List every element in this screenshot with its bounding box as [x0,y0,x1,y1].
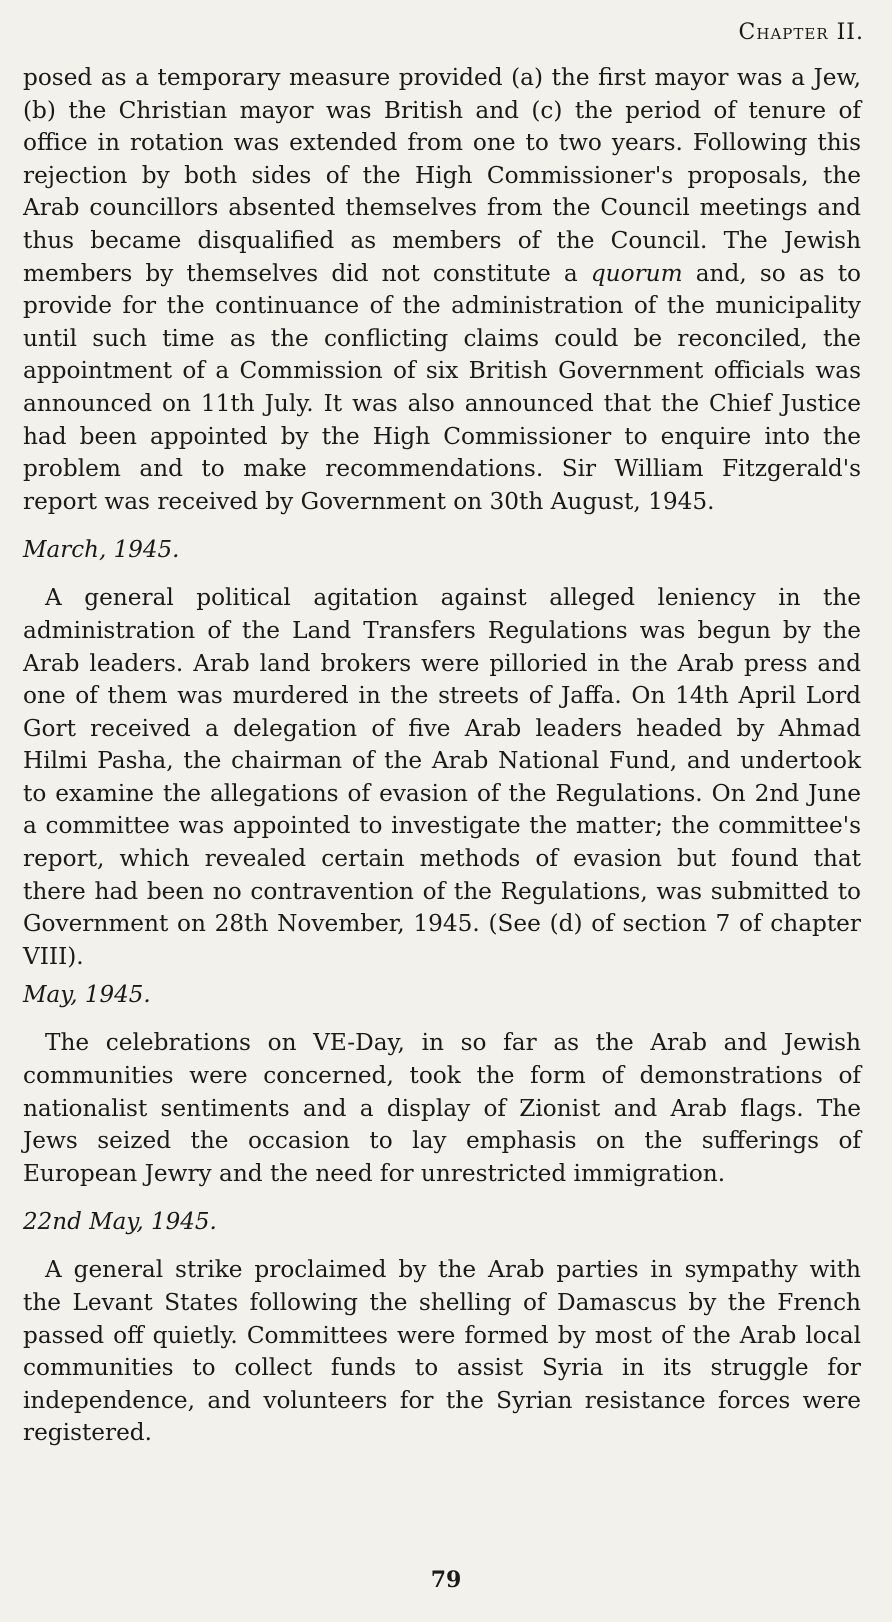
italic-term: quorum [590,259,683,287]
body-text [23,62,861,1450]
section-heading-may-1945: May, 1945. [23,982,151,1009]
paragraph-22nd-may-1945: A general strike proclaimed by the Arab parties in sympathy with the Levant States following the shelling of Damascus by the French passed off quietly. Committees were formed by most of the Arab local communities to collect funds to assist Syria in its struggle for independence, and volunteers for the Syrian resistance forces were registered. [23,1256,861,1447]
paragraph-text: posed as a temporary measure provided (a) the first mayor was a Jew, (b) the Christian mayor was British and (c) the period of tenure of office in rotation was extended from one to two years. Following this rejection by both sides of the High Commissioner's proposals, the Arab councillors absented themselves from the Council meetings and thus became disqualified as members of the Council. The Jewish members by themselves did not constitute a [23,64,861,287]
running-head: Chapter II. [738,20,864,45]
paragraph-text: and, so as to provide for the continuance of the administration of the municipality until such time as the conflicting claims could be reconciled, the appointment of a Commission of six British Government officials was announced on 11th July. It was also announced that the Chief Justice had been appointed by the High Commissioner to enquire into the problem and to make recommendations. Sir William Fitzgerald's report was received by Government on 30th August, 1945. [23,259,861,515]
page-number: 79 [430,1567,462,1593]
paragraph-continuation [23,62,861,518]
section-heading-22nd-may-1945: 22nd May, 1945. [23,1209,217,1236]
section-heading-march-1945: March, 1945. [23,537,180,564]
paragraph-march-1945: A general political agitation against alleged leniency in the administration of the Land Transfers Regulations was begun by the Arab leaders. Arab land brokers were pilloried in the Arab press and one of them was murdered in the streets of Jaffa. On 14th April Lord Gort received a delegation of five Arab leaders headed by Ahmad Hilmi Pasha, the chairman of the Arab National Fund, and undertook to examine the allegations of evasion of the Regulations. On 2nd June a committee was appointed to investigate the matter; the committee's report, which revealed certain methods of evasion but found that there had been no contravention of the Regulations, was submitted to Government on 28th November, 1945. (See (d) of section 7 of chapter VIII). [23,584,861,970]
paragraph-may-1945: The celebrations on VE-Day, in so far as the Arab and Jewish communities were concerned, took the form of demonstrations of nationalist sentiments and a display of Zionist and Arab flags. The Jews seized the occasion to lay emphasis on the sufferings of European Jewry and the need for unrestricted immigration. [23,1029,861,1187]
